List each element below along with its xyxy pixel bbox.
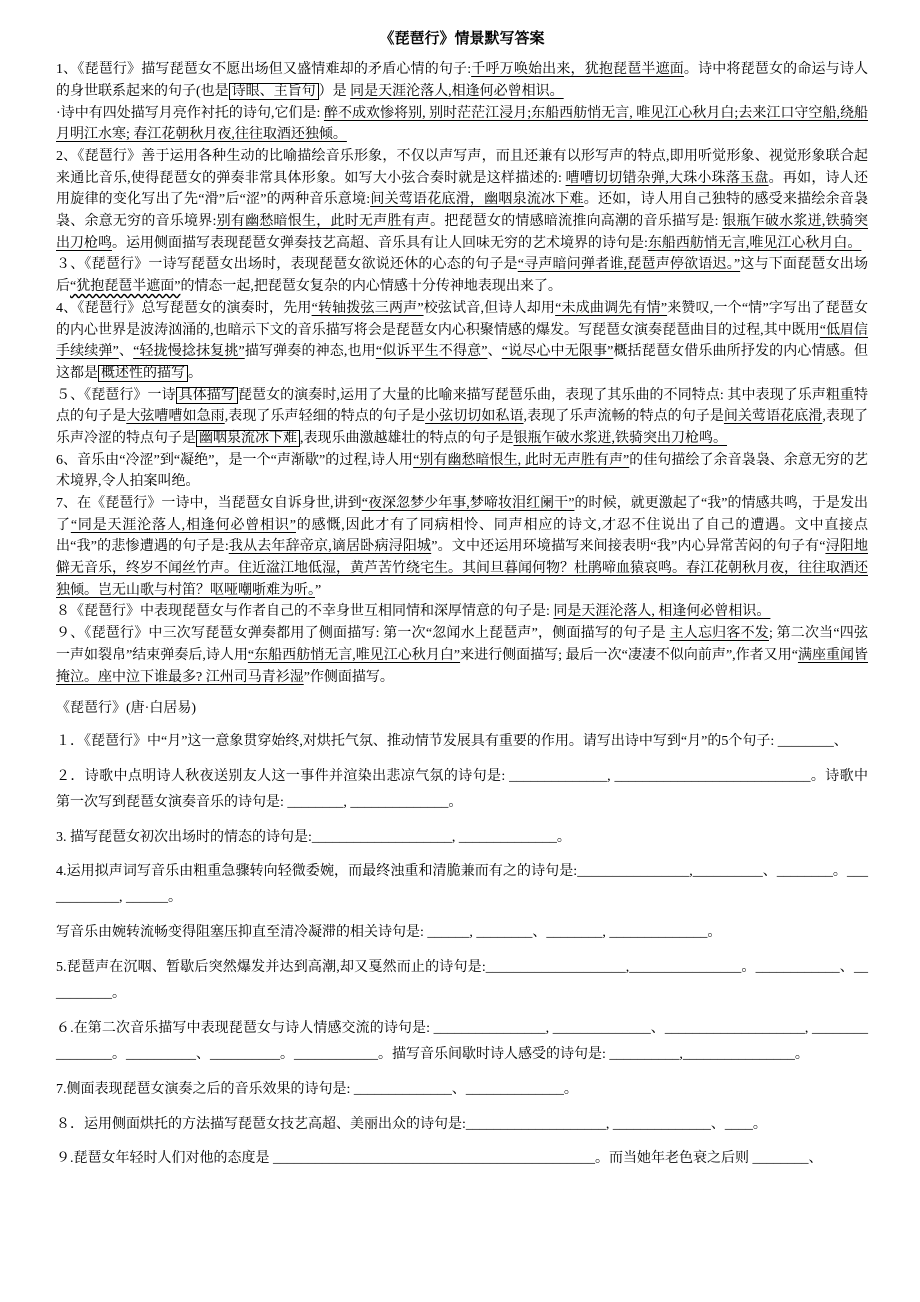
text-run: ６.在第二次音乐描写中表现琵琶女与诗人情感交流的诗句是: ________________, ______________、____________________, ________________。__________、__________。____________。描写音乐间歇时诗人感受的诗句是: __________,________________。 bbox=[56, 1020, 868, 1062]
question-4 bbox=[56, 859, 868, 911]
text-run: 2、《琵琶行》善于运用各种生动的比喻描绘音乐形象，不仅以声写声，而且还兼有以形写声的特点,即用听觉形象、视觉形象联合起来通比音乐,使得琵琶女的弹奏非常具体形象。如写大小弦合奏时就是这样描述的: bbox=[56, 149, 868, 186]
question-7 bbox=[56, 1077, 868, 1103]
question-6 bbox=[56, 1016, 868, 1068]
underlined-answer: 间关莺语花底滑，幽咽泉流冰下难 bbox=[370, 192, 584, 208]
text-run: 7.侧面表现琵琶女演奏之后的音乐效果的诗句是: ______________、______________。 bbox=[56, 1081, 578, 1097]
section-header bbox=[56, 698, 868, 720]
text-run: 这与下面琵琶女出场后 bbox=[56, 257, 868, 295]
question-9 bbox=[56, 1146, 868, 1172]
text-run: 来赞叹,一个“情”字写出了琵琶女的内心世界是波涛汹涌的,也暗示下文的音乐描写将会是琵琶女内心积聚情感的爆发。写琵琶女演奏琵琶曲目的过程,其中既用 bbox=[56, 300, 868, 338]
question-4b bbox=[56, 920, 868, 946]
text-run: ,表现了乐声冷涩的特点句子是 bbox=[56, 409, 869, 446]
text-run: 《琵琶行》(唐·白居易) bbox=[56, 701, 196, 717]
underlined-answer: “说尽心中无限事” bbox=[501, 344, 614, 360]
text-run: 3. 描写琵琶女初次出场时的情态的诗句是:____________________, ______________。 bbox=[56, 829, 571, 845]
question-2 bbox=[56, 764, 868, 816]
underlined-answer: 我从去年辞帝京,谪居卧病浔阳城 bbox=[228, 539, 432, 555]
answer-item-6 bbox=[56, 450, 868, 493]
answer-item-5 bbox=[56, 385, 868, 450]
question-3 bbox=[56, 825, 868, 851]
answer-item-9 bbox=[56, 623, 868, 688]
underlined-answer: 主人忘归客不发 bbox=[669, 626, 769, 642]
underlined-answer: “寻声暗问弹者谁,琵琶声停欲语迟。” bbox=[517, 257, 741, 273]
answer-item-moon bbox=[56, 103, 868, 146]
underlined-answer: “犹抱琵琶半遮面” bbox=[70, 279, 181, 295]
text-run: 。把琵琶女的情感暗流推向高潮的音乐描写是: bbox=[430, 214, 723, 230]
underlined-answer: 嘈嘈切切错杂弹,大珠小珠落玉盘 bbox=[565, 170, 769, 186]
text-run: 概括琵琶女借乐曲所抒发的内心情感。但这都是 bbox=[56, 344, 869, 381]
underlined-answer: 大弦嘈嘈如急雨 bbox=[126, 409, 225, 425]
underlined-answer: “夜深忽梦少年事,梦啼妆泪红阑干” bbox=[361, 496, 575, 511]
text-run: 5.琵琶声在沉咽、暂歇后突然爆发并达到高潮,却又戛然而止的诗句是:____________________,________________。____________、__________。 bbox=[56, 960, 868, 1001]
text-run: 。 bbox=[188, 365, 202, 381]
text-run: ５、《琵琶行》一诗 bbox=[56, 387, 176, 403]
text-run: ８．运用侧面烘托的方法描写琵琶女技艺高超、美丽出众的诗句是:____________________, ______________、____。 bbox=[56, 1116, 767, 1132]
text-run: 的情态一起,把琵琶女复杂的内心情感十分传神地表现出来了。 bbox=[180, 279, 562, 295]
underlined-answer: “似诉平生不得意” bbox=[375, 344, 488, 360]
underlined-answer: 同是天涯沦落人,相逢何必曾相识。 bbox=[350, 83, 564, 99]
text-run: 。还如，诗人用自己独特的感受来描绘余音袅袅、余意无穷的音乐境界: bbox=[56, 192, 869, 230]
underlined-answer: 东船西舫悄无言,唯见江心秋月白。 bbox=[647, 235, 862, 251]
text-run: ９.琵琶女年轻时人们对他的态度是 ______________________________________________。而当她年老色衰之后则 ________、 bbox=[56, 1151, 823, 1167]
text-run: 、 bbox=[118, 344, 134, 360]
underlined-answer: “转轴拨弦三两声” bbox=[311, 300, 424, 316]
underlined-answer: “东船西舫悄无言,唯见江心秋月白” bbox=[247, 647, 461, 663]
document-body bbox=[56, 59, 868, 1172]
text-run: 。运用侧面描写表现琵琶女弹奏技艺高超、音乐具有让人回味无穷的艺术境界的诗句是: bbox=[112, 235, 648, 251]
underlined-answer: 银瓶乍破水浆迸,铁骑突出刀枪鸣 bbox=[56, 214, 869, 251]
answer-item-3 bbox=[56, 254, 868, 297]
underlined-answer: 银瓶乍破水浆迸,铁骑突出刀枪鸣。 bbox=[513, 430, 727, 446]
underlined-answer: “未成曲调先有情” bbox=[555, 300, 668, 316]
text-run: ”。文中还运用环境描写来间接表明“我”内心异常苦闷的句子有“ bbox=[431, 539, 826, 555]
text-run: 、 bbox=[487, 344, 502, 360]
answer-item-7 bbox=[56, 493, 868, 601]
text-run: ; 第二次当“四弦一声如裂帛”结束弹奏后,诗人用 bbox=[56, 626, 868, 663]
text-run: 校弦试音,但诗人却用 bbox=[423, 300, 556, 316]
text-run: 琵琶女的演奏时,运用了大量的比喻来描写琵琶乐曲，表现了其乐曲的不同特点: 其中表现了乐声粗重特点的句子是 bbox=[56, 387, 869, 425]
answer-item-2 bbox=[56, 146, 868, 254]
underlined-answer: 别有幽愁暗恨生，此时无声胜有声 bbox=[216, 214, 431, 230]
text-run: ,表现了乐声轻细的特点的句子是 bbox=[224, 409, 426, 425]
underlined-answer: 同是天涯沦落人, 相逢何必曾相识。 bbox=[553, 604, 771, 620]
text-run: １．《琵琶行》中“月”这一意象贯穿始终,对烘托气氛、推动情节发展具有重要的作用。请写出诗中写到“月”的5个句子: ________、 bbox=[56, 733, 848, 749]
underlined-answer: 千呼万唤始出来，犹抱琵琶半遮面 bbox=[471, 62, 684, 78]
boxed-term: 具体描写 bbox=[176, 387, 238, 404]
text-run: ,表现乐曲激越雄壮的特点的句子是 bbox=[300, 430, 514, 446]
text-run: 的佳句描绘了余音袅袅、余意无穷的艺术境界,令人拍案叫绝。 bbox=[56, 452, 868, 490]
text-run: ３、《琵琶行》一诗写琵琶女出场时，表现琵琶女欲说还休的心态的句子是 bbox=[56, 257, 518, 273]
underlined-answer: “轻拢慢捻抹复挑” bbox=[133, 344, 245, 360]
underlined-answer: 醉不成欢惨将别, 别时茫茫江浸月;东船西舫悄无言, 唯见江心秋月白;去来江口守空船,绕船月明江水寒; 春江花朝秋月夜,往往取酒还独倾。 bbox=[56, 105, 868, 143]
text-run: ·诗中有四处描写月亮作衬托的诗句,它们是: bbox=[56, 105, 324, 121]
underlined-answer: “低眉信手续续弹” bbox=[56, 322, 869, 360]
underlined-answer: 小弦切切如私语 bbox=[425, 409, 524, 425]
answer-item-8 bbox=[56, 601, 868, 623]
page-title: 《琵琶行》情景默写答案 bbox=[379, 31, 545, 47]
boxed-term: 幽咽泉流冰下难 bbox=[196, 430, 300, 447]
text-run: 。诗中将琵琶女的命运与诗人的身世联系起来的句子(也是 bbox=[56, 62, 869, 99]
question-8 bbox=[56, 1112, 868, 1138]
text-run: 来进行侧面描写; 最后一次“凄凄不似向前声”,作者又用“ bbox=[460, 647, 798, 663]
underlined-answer: “别有幽愁暗恨生, 此时无声胜有声” bbox=[413, 452, 630, 468]
text-run: 的感慨,因此才有了同病相怜、同声相应的诗文,才忍不住说出了自己的遭遇。文中直接点出“我”的悲惨遭遇的句子是: bbox=[56, 517, 868, 555]
underlined-answer: “同是天涯沦落人,相逢何必曾相识” bbox=[70, 517, 296, 533]
text-run: 。再如，诗人还用旋律的变化写出了先“滑”后“涩”的两种音乐意境: bbox=[56, 170, 869, 208]
underlined-answer: 满座重闻皆掩泣。座中泣下谁最多? 江州司马青衫湿 bbox=[56, 647, 869, 685]
answer-item-4 bbox=[56, 298, 868, 385]
text-run: 4、《琵琶行》总写琵琶女的演奏时，先用 bbox=[56, 300, 312, 316]
text-run: 7、在《琵琶行》一诗中，当琵琶女自诉身世,讲到 bbox=[56, 496, 362, 511]
text-run: 描写弹奏的神态,也用 bbox=[244, 344, 376, 360]
text-run: ”作侧面描写。 bbox=[303, 669, 394, 685]
text-run: ２．诗歌中点明诗人秋夜送别友人这一事件并渲染出悲凉气氛的诗句是: ______________, ____________________________。诗歌中第一次写到琵琶女演奏音乐的诗句是: ________, ______________。 bbox=[56, 768, 868, 810]
text-run: ” bbox=[315, 582, 322, 598]
text-run: 6、音乐由“冷涩”到“凝绝”，是一个“声渐歇”的过程,诗人用 bbox=[56, 452, 414, 468]
text-run: ,表现了乐声流畅的特点的句子是 bbox=[523, 409, 724, 425]
text-run: ９、《琵琶行》中三次写琵琶女弹奏都用了侧面描写: 第一次“忽闻水上琵琶声”，侧面描写的句子是 bbox=[56, 626, 670, 642]
question-5 bbox=[56, 955, 868, 1007]
boxed-term: 概述性的描写 bbox=[98, 365, 188, 382]
text-run: 的时候，就更激起了“我”的情感共鸣，于是发出了 bbox=[56, 496, 868, 533]
text-run: ）是 bbox=[318, 83, 351, 99]
question-1 bbox=[56, 729, 868, 755]
underlined-answer: 浔阳地僻无音乐，终岁不闻丝竹声。住近湓江地低湿，黄芦苦竹绕宅生。其间旦暮闻何物？杜鹃啼血猿哀鸣。春江花朝秋月夜，往往取酒还独倾。岂无山歌与村笛？呕哑嘲哳难为听。 bbox=[56, 539, 868, 598]
text-run: ８《琵琶行》中表现琵琶女与作者自己的不幸身世互相同情和深厚情意的句子是: bbox=[56, 604, 554, 620]
answer-item-1 bbox=[56, 59, 868, 102]
boxed-term: 诗眼、主旨句 bbox=[229, 83, 319, 100]
text-run: 写音乐由婉转流畅变得阻塞压抑直至清冷凝滞的相关诗句是: ______, ________、________, ______________。 bbox=[56, 925, 722, 941]
text-run: 1、《琵琶行》描写琵琶女不愿出场但又盛情难却的矛盾心情的句子: bbox=[56, 62, 472, 78]
underlined-answer: 间关莺语花底滑 bbox=[723, 409, 823, 425]
text-run: 4.运用拟声词写音乐由粗重急骤转向轻微委婉，而最终浊重和清脆兼而有之的诗句是:________________,__________、________。____________, ______。 bbox=[56, 864, 868, 906]
